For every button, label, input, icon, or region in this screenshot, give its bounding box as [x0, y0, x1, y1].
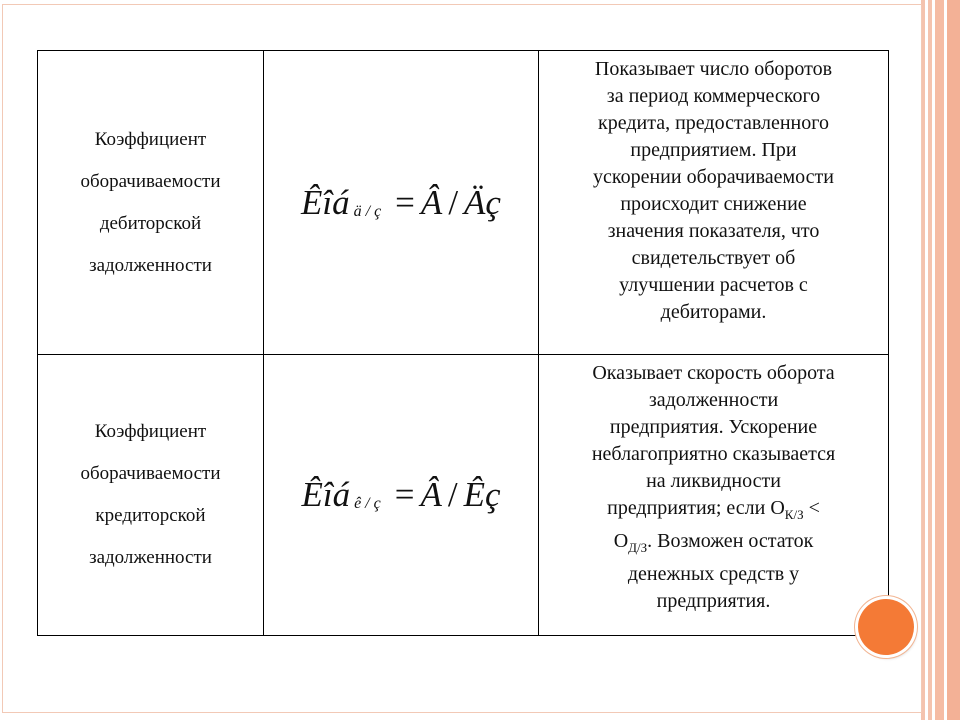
description-line: Показывает число оборотов: [594, 58, 833, 80]
subscript-kz: К/З: [784, 507, 804, 522]
description-line: неблагоприятно сказывается: [591, 443, 836, 465]
description-line: дебиторами.: [660, 301, 767, 323]
description-text: . Возможен остаток: [647, 530, 814, 552]
description-line: свидетельствует об: [631, 247, 796, 269]
indicator-cell: [38, 355, 264, 636]
indicator-line: Коэффициент: [94, 128, 207, 150]
indicator-line: задолженности: [89, 547, 212, 568]
decor-stripe: [935, 0, 944, 720]
formula-lhs: Êîá: [301, 475, 351, 514]
formula: [301, 183, 501, 223]
turnover-table: [37, 50, 889, 636]
accent-circle: [858, 599, 914, 655]
description-line: предприятия. Ускорение: [609, 416, 818, 438]
indicator-line: кредиторской: [95, 505, 206, 526]
description-line: кредита, предоставленного: [598, 112, 829, 134]
indicator-line: оборачиваемости: [80, 170, 221, 192]
indicator-line: дебиторской: [99, 212, 202, 234]
description-line: [539, 528, 888, 561]
decor-stripe: [928, 0, 932, 720]
formula-divide: /: [447, 475, 458, 514]
description-line: за период коммерческого: [606, 85, 821, 107]
formula-cell: [264, 51, 539, 355]
formula-denominator: Äç: [464, 182, 501, 222]
indicator-line: задолженности: [89, 254, 212, 276]
less-than-sign: <: [808, 497, 820, 519]
description-line: предприятия.: [656, 590, 771, 612]
description-line: предприятием. При: [630, 139, 797, 161]
description-line: улучшении расчетов с: [619, 274, 808, 296]
description-line: Оказывает скорость оборота: [592, 362, 835, 384]
indicator-line: Коэффициент: [94, 421, 207, 442]
description-line: денежных средств у: [627, 563, 800, 585]
formula-cell: [264, 355, 539, 636]
formula-lhs: Êîá: [301, 182, 350, 222]
description-line: ускорении оборачиваемости: [593, 166, 834, 188]
formula-numerator: Â: [420, 182, 443, 222]
description-line: происходит снижение: [620, 193, 807, 215]
indicator-cell: [38, 51, 264, 355]
description-line: на ликвидности: [646, 470, 781, 492]
description-line: [539, 495, 888, 528]
description-line: задолженности: [648, 389, 779, 411]
table-row: [38, 355, 889, 636]
decor-stripe: [947, 0, 960, 720]
description-text: О: [613, 530, 629, 552]
formula-subscript: ê / ç: [354, 495, 381, 512]
description-line: значения показателя, что: [607, 220, 820, 242]
description-text: предприятия; если О: [607, 497, 785, 519]
formula-equals: =: [394, 475, 415, 514]
formula-divide: /: [448, 182, 459, 222]
description-cell: [539, 355, 889, 636]
formula-denominator: Êç: [463, 475, 501, 514]
formula-equals: =: [395, 182, 415, 222]
table-row: [38, 51, 889, 355]
subscript-dz: Д/З: [628, 540, 648, 555]
description-cell: [539, 51, 889, 355]
formula-subscript: ä / ç: [353, 202, 382, 220]
formula-numerator: Â: [420, 475, 442, 514]
indicator-line: оборачиваемости: [80, 463, 221, 484]
formula: [301, 475, 500, 515]
